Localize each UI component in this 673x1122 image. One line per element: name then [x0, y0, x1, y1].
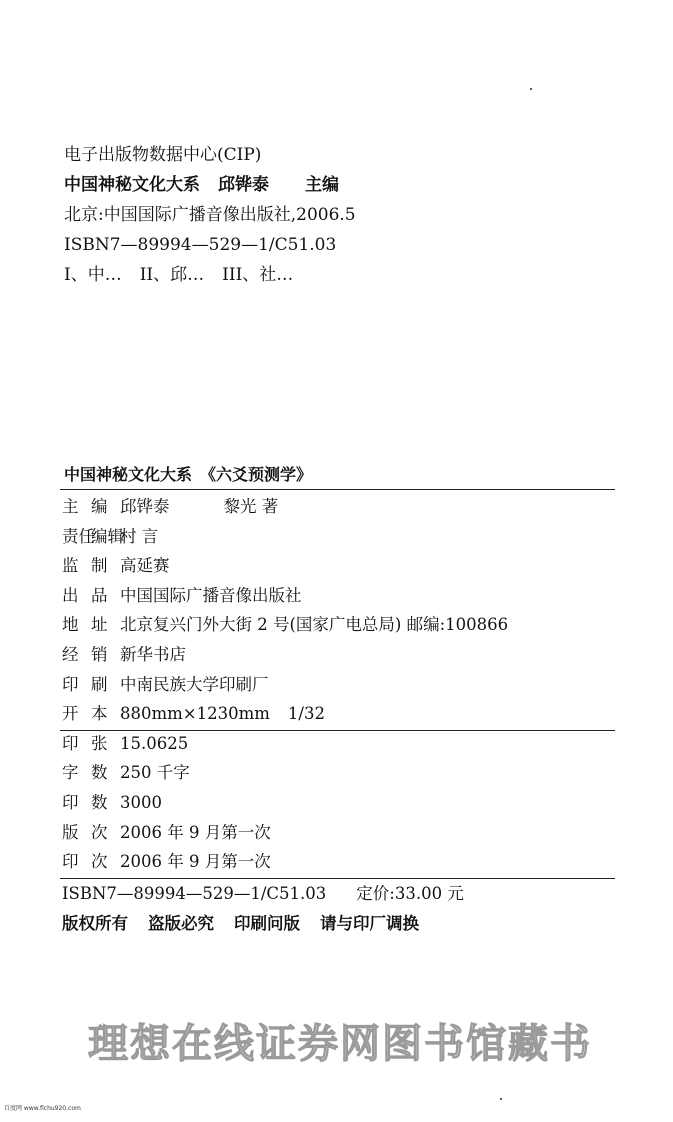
- cip-title: 中国神秘文化大系: [64, 175, 200, 195]
- cip-block: [64, 140, 624, 290]
- colophon-row: [62, 847, 652, 877]
- colophon-label-part: 次: [91, 822, 108, 842]
- colophon-row: [62, 640, 652, 670]
- colophon-label-part: 制: [91, 556, 108, 576]
- colophon-row: [62, 699, 652, 729]
- colophon-label: [62, 788, 120, 818]
- colophon-extra: 黎光 著: [223, 497, 279, 516]
- colophon-table: [62, 492, 652, 877]
- rights-4: 请与印厂调换: [320, 914, 419, 933]
- rule-top: [60, 489, 615, 490]
- colophon-label: [62, 610, 120, 640]
- colophon-label-part: 版: [62, 822, 79, 842]
- colophon-label: [62, 522, 124, 552]
- colophon-label-part: 地: [62, 615, 79, 635]
- colophon-extra: 1/32: [287, 704, 325, 724]
- colophon-label-part: 印: [62, 674, 79, 694]
- scan-speck: [530, 88, 532, 90]
- scan-speck: [500, 1098, 502, 1100]
- colophon-row: [62, 670, 652, 700]
- colophon-label-part: 品: [91, 585, 108, 605]
- colophon-label-part: 印: [62, 733, 79, 753]
- colophon-row: [62, 610, 652, 640]
- colophon-label: [62, 818, 120, 848]
- colophon-label: [62, 640, 120, 670]
- colophon-value: 中南民族大学印刷厂: [120, 674, 269, 694]
- cip-editor-role: 主编: [305, 175, 339, 195]
- colophon-label-part: 编: [91, 497, 108, 516]
- colophon-label-part: 责任: [62, 526, 95, 546]
- colophon-label-part: 监: [62, 556, 79, 576]
- colophon-label: [62, 847, 120, 877]
- colophon-label-part: 开: [62, 704, 79, 724]
- colophon-label: [62, 729, 120, 759]
- colophon-value: 邱铧泰: [120, 497, 170, 516]
- colophon-label-part: 数: [91, 792, 108, 812]
- colophon-value: 2006 年 9 月第一次: [120, 852, 271, 872]
- colophon-label-part: 印: [62, 792, 79, 812]
- cip-title-line: [64, 170, 624, 200]
- colophon-label-part: 本: [91, 704, 108, 724]
- rights-1: 版权所有: [62, 914, 128, 933]
- isbn-price-row: [62, 880, 464, 904]
- colophon-label: [62, 581, 120, 611]
- colophon-label-part: 次: [91, 852, 108, 872]
- library-watermark: 理想在线证券网图书馆藏书: [88, 1021, 592, 1067]
- colophon-row: [62, 758, 652, 788]
- colophon-value: 村 言: [120, 526, 159, 546]
- cip-publisher: 北京:中国国际广播音像出版社,2006.5: [64, 205, 356, 225]
- colophon-value: 新华书店: [120, 644, 186, 664]
- cip-isbn: ISBN7—89994—529—1/C51.03: [64, 235, 337, 255]
- colophon-label: [62, 699, 120, 729]
- colophon-value: 中国国际广播音像出版社: [120, 585, 302, 605]
- colophon-value: 880mm×1230mm: [120, 704, 270, 724]
- price: 定价:33.00 元: [356, 884, 464, 903]
- rights-2: 盗版必究: [148, 914, 214, 933]
- colophon-row: [62, 551, 652, 581]
- colophon-value: 250 千字: [120, 763, 190, 783]
- colophon-label-part: 印: [62, 852, 79, 872]
- colophon-label-part: 销: [91, 644, 108, 664]
- rights-3: 印刷问版: [234, 914, 300, 933]
- colophon-value: 高延赛: [120, 556, 170, 576]
- colophon-label-part: 主: [62, 497, 79, 516]
- colophon-row: [62, 729, 652, 759]
- isbn-full: ISBN7—89994—529—1/C51.03: [62, 884, 327, 903]
- colophon-label: [62, 758, 120, 788]
- colophon-row: [62, 818, 652, 848]
- colophon-value: 北京复兴门外大街 2 号(国家广电总局) 邮编:100866: [120, 615, 509, 635]
- colophon-label-part: 字: [62, 763, 79, 783]
- class-3: III、社…: [222, 265, 294, 285]
- cip-heading: 电子出版物数据中心(CIP): [64, 145, 262, 165]
- colophon-label: [62, 492, 120, 522]
- class-2: II、邱…: [139, 265, 205, 285]
- cip-classification: [64, 260, 624, 290]
- colophon-value: 2006 年 9 月第一次: [120, 822, 271, 842]
- cip-editor: 邱铧泰: [218, 175, 269, 195]
- colophon-label-part: 编辑: [91, 526, 124, 546]
- colophon-label-part: 张: [91, 733, 108, 753]
- colophon-label-part: 数: [91, 763, 108, 783]
- rights-line: [62, 910, 439, 934]
- colophon-label: [62, 670, 120, 700]
- footer-site-url: 百度网 www.fichu920.com: [4, 1105, 81, 1112]
- colophon-row: [62, 581, 652, 611]
- colophon-label-part: 刷: [91, 674, 108, 694]
- colophon-value: 3000: [120, 792, 162, 812]
- colophon-label-part: 经: [62, 644, 79, 664]
- colophon-label-part: 出: [62, 585, 79, 605]
- colophon-label-part: 址: [91, 615, 108, 635]
- colophon-row: [62, 788, 652, 818]
- colophon-value: 15.0625: [120, 733, 189, 753]
- rule-bottom: [60, 878, 615, 879]
- class-1: I、中…: [64, 265, 122, 285]
- rule-middle: [60, 730, 615, 731]
- colophon-label: [62, 551, 120, 581]
- series-title: 中国神秘文化大系 《六爻预测学》: [64, 465, 313, 484]
- colophon-row: [62, 492, 652, 522]
- colophon-row: [62, 522, 652, 552]
